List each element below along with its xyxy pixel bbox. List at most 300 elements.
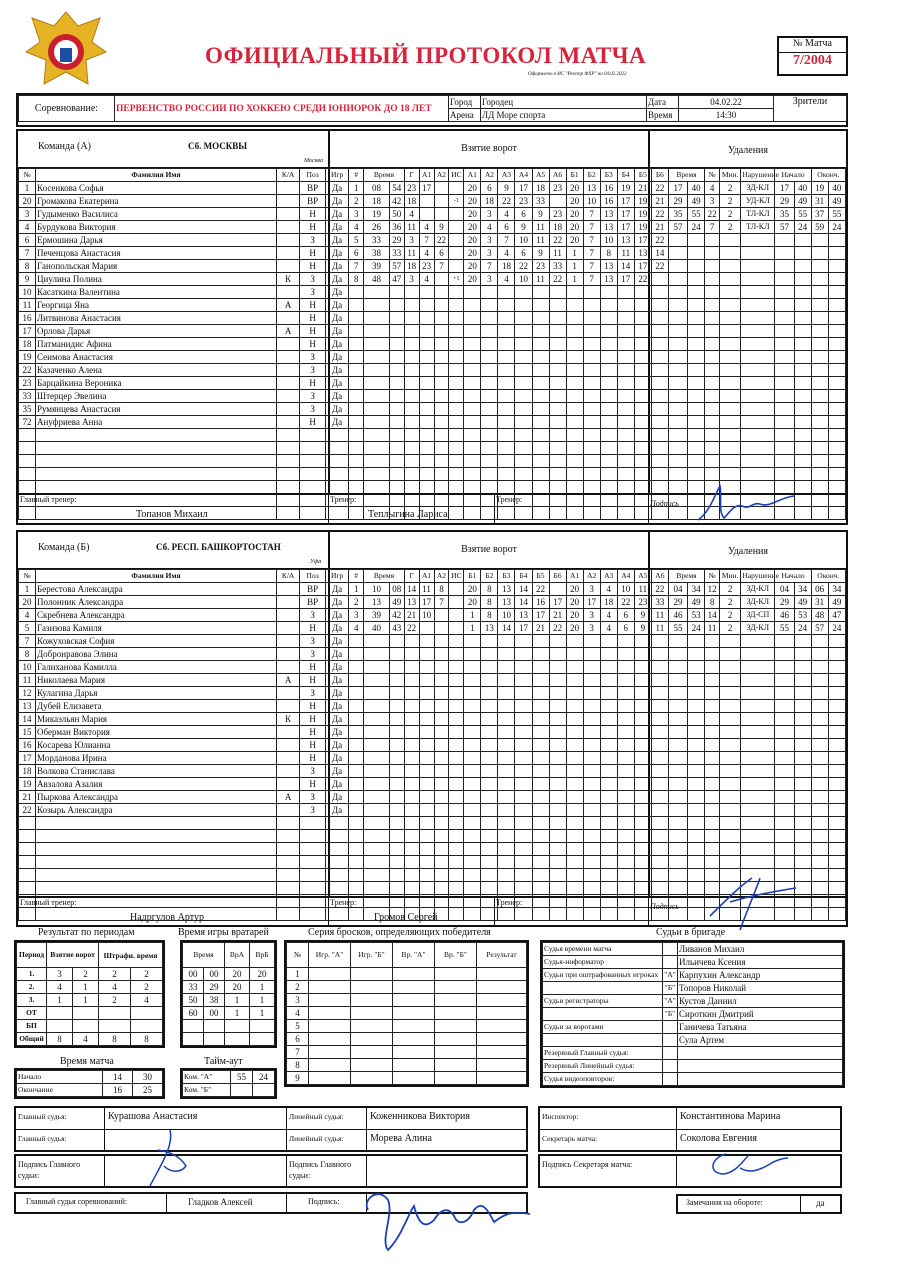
player-no: 10 — [19, 286, 36, 299]
secretary-label: Секретарь матча: — [542, 1134, 598, 1143]
col-goal-8: Б3 — [498, 570, 515, 583]
player-no: 4 — [19, 609, 36, 622]
penalty-cell: 8 — [705, 596, 720, 609]
player-ka — [276, 739, 299, 752]
penalty-cell: 06 — [811, 583, 828, 596]
player-no: 4 — [19, 221, 36, 234]
inspector-label: Инспектор: — [542, 1112, 579, 1121]
penalty-cell: 29 — [668, 596, 687, 609]
goal-cell — [434, 182, 449, 195]
player-pos: З — [300, 390, 326, 403]
official-tag: "А" — [663, 995, 678, 1008]
goal-cell: 13 — [617, 234, 634, 247]
player-played: Да — [325, 377, 348, 390]
gk-cell: 1 — [225, 1007, 250, 1020]
official-row — [543, 1021, 843, 1034]
penalty-cell: 40 — [688, 182, 705, 195]
goal-cell: 9 — [532, 208, 549, 221]
col-pen-1: № — [705, 570, 720, 583]
penalty-cell: 2 — [720, 208, 741, 221]
official-row — [543, 956, 843, 969]
penalty-cell: 40 — [828, 182, 845, 195]
goal-cell: 39 — [364, 609, 390, 622]
penalty-cell: ЗД-КЛ — [741, 182, 775, 195]
goal-cell: 18 — [481, 195, 498, 208]
goal-cell: 20 — [464, 234, 481, 247]
player-no: 33 — [19, 390, 36, 403]
official-role — [543, 1034, 663, 1047]
goal-cell — [434, 609, 449, 622]
player-name: Морданова Ирина — [36, 752, 277, 765]
goal-cell: 20 — [566, 609, 583, 622]
shootout-col-pb: Игр. "Б" — [351, 943, 393, 968]
chief-ref-label: Главный судья соревнований: — [26, 1197, 128, 1206]
goal-cell: 10 — [515, 234, 532, 247]
shootout-no: 1 — [287, 968, 309, 981]
penalty-cell: 24 — [828, 221, 845, 234]
player-name: Косенкова Софья — [36, 182, 277, 195]
player-pos: Н — [300, 778, 326, 791]
goal-cell: 16 — [600, 182, 617, 195]
player-played: Да — [325, 286, 348, 299]
player-pos: Н — [300, 661, 326, 674]
player-ka — [276, 635, 299, 648]
goal-cell: 3 — [583, 583, 600, 596]
player-played: Да — [325, 351, 348, 364]
page-title: ОФИЦИАЛЬНЫЙ ПРОТОКОЛ МАТЧА — [205, 43, 647, 68]
timeout-a-s: 24 — [253, 1071, 275, 1084]
player-name: Циулина Полина — [36, 273, 277, 286]
shootout-row — [287, 1046, 527, 1059]
col-played: Игр — [325, 570, 348, 583]
inspector-name: Константинова Марина — [680, 1111, 781, 1122]
col-pen-0: Время — [668, 169, 704, 182]
match-end-h: 16 — [103, 1084, 133, 1097]
goal-cell: 23 — [404, 182, 419, 195]
player-no: 16 — [19, 739, 36, 752]
player-no: 8 — [19, 260, 36, 273]
shootout-col-no: № — [287, 943, 309, 968]
gk-cell: 1 — [225, 994, 250, 1007]
timeout-title: Тайм-аут — [204, 1056, 243, 1067]
results-cell: 4 — [131, 994, 163, 1007]
secretary-signature — [700, 1144, 790, 1184]
player-ka — [276, 752, 299, 765]
player-name: Сеимова Анастасия — [36, 351, 277, 364]
player-pos: Н — [300, 739, 326, 752]
goal-cell — [549, 583, 566, 596]
goal-cell: 6 — [515, 208, 532, 221]
official-name: Топоров Николай — [678, 982, 843, 995]
goal-cell: 17 — [419, 596, 434, 609]
gk-row — [183, 994, 275, 1007]
goal-cell: 2 — [349, 195, 364, 208]
official-row — [543, 995, 843, 1008]
goal-cell: 18 — [600, 596, 617, 609]
player-name: Казаченко Алена — [36, 364, 277, 377]
goal-cell: 22 — [532, 583, 549, 596]
goal-cell: 1 — [464, 609, 481, 622]
goal-cell: 08 — [389, 583, 404, 596]
results-cell: 2 — [131, 981, 163, 994]
penalty-cell: 46 — [668, 609, 687, 622]
goal-cell: 13 — [600, 208, 617, 221]
official-role: Судьи регистраторы — [543, 995, 663, 1008]
goal-cell: 22 — [651, 182, 668, 195]
goal-cell: 1 — [566, 260, 583, 273]
player-played: Да — [325, 765, 348, 778]
goal-cell: 26 — [364, 221, 390, 234]
penalty-cell: 24 — [688, 221, 705, 234]
gk-cell: 29 — [204, 981, 225, 994]
player-ka — [276, 208, 299, 221]
goal-cell: 33 — [651, 596, 668, 609]
player-no: 10 — [19, 661, 36, 674]
goal-cell: 11 — [549, 247, 566, 260]
penalty-cell: ЗД-КЛ — [741, 583, 775, 596]
goal-cell: 42 — [389, 195, 404, 208]
player-played: Да — [325, 752, 348, 765]
penalty-cell: 48 — [811, 609, 828, 622]
goal-cell: 20 — [464, 182, 481, 195]
player-ka — [276, 609, 299, 622]
goal-cell: 11 — [651, 622, 668, 635]
penalty-cell: ТЛ-КЛ — [741, 221, 775, 234]
player-played: Да — [325, 713, 348, 726]
table-row — [19, 416, 846, 429]
goal-cell — [449, 622, 464, 635]
official-name: Карпухин Александр — [678, 969, 843, 982]
player-pos: Н — [300, 312, 326, 325]
goal-cell: 33 — [549, 260, 566, 273]
date-label: Дата — [647, 96, 679, 109]
player-played: Да — [325, 247, 348, 260]
main-ref1-name: Курашова Анастасия — [108, 1111, 198, 1122]
goal-cell: 4 — [600, 609, 617, 622]
player-pos: З — [300, 804, 326, 817]
goal-cell: 22 — [617, 596, 634, 609]
player-pos: Н — [300, 726, 326, 739]
table-row — [19, 661, 846, 674]
player-no: 15 — [19, 726, 36, 739]
goal-cell: 22 — [549, 273, 566, 286]
penalty-cell: 46 — [775, 609, 794, 622]
player-no: 23 — [19, 377, 36, 390]
results-table-box — [14, 940, 165, 1048]
player-played: Да — [325, 778, 348, 791]
gk-cell: 00 — [204, 1007, 225, 1020]
goal-cell: 14 — [617, 260, 634, 273]
goal-cell: 13 — [600, 260, 617, 273]
col-goal-16: А5 — [634, 570, 651, 583]
results-row — [17, 1020, 163, 1033]
penalty-cell: 35 — [775, 208, 794, 221]
goal-cell: 17 — [532, 609, 549, 622]
player-pos: Н — [300, 299, 326, 312]
penalty-cell: 37 — [811, 208, 828, 221]
table-row — [19, 687, 846, 700]
player-played: Да — [325, 687, 348, 700]
team-a-section — [16, 129, 848, 525]
official-name — [678, 1047, 843, 1060]
table-row — [19, 765, 846, 778]
goal-cell: 4 — [349, 221, 364, 234]
penalty-cell: 11 — [705, 622, 720, 635]
penalty-cell: 49 — [794, 596, 811, 609]
official-role: Резервный Главный судья: — [543, 1047, 663, 1060]
official-role — [543, 982, 663, 995]
player-pos: ВР — [300, 182, 326, 195]
goal-cell: 14 — [404, 583, 419, 596]
goal-cell: 4 — [404, 208, 419, 221]
chief-ref-name: Гладков Алексей — [188, 1197, 253, 1207]
col-goal-3: А1 — [419, 570, 434, 583]
goal-cell: 22 — [549, 622, 566, 635]
penalty-cell: 34 — [688, 583, 705, 596]
col-goal-2: Г — [404, 570, 419, 583]
official-row — [543, 1060, 843, 1073]
goal-cell: 5 — [349, 234, 364, 247]
goal-cell: 4 — [419, 221, 434, 234]
player-name: Барцайкина Вероника — [36, 377, 277, 390]
player-pos: З — [300, 765, 326, 778]
goal-cell: 36 — [389, 221, 404, 234]
match-end-label: Окончание — [17, 1084, 103, 1097]
goal-cell: 13 — [498, 596, 515, 609]
goal-cell: 11 — [532, 273, 549, 286]
goal-cell: 33 — [389, 247, 404, 260]
goal-cell: 7 — [481, 260, 498, 273]
results-cell: 2 — [99, 994, 131, 1007]
gk-cell: 1 — [250, 994, 275, 1007]
official-tag — [663, 1060, 678, 1073]
match-number: 7/2004 — [793, 53, 832, 68]
city-label: Город — [449, 96, 481, 109]
player-no: 18 — [19, 338, 36, 351]
shootout-row — [287, 1007, 527, 1020]
goal-cell — [419, 622, 434, 635]
goal-cell: 10 — [515, 273, 532, 286]
official-role — [543, 1008, 663, 1021]
penalty-cell: ЗД-КЛ — [741, 622, 775, 635]
timeout-box — [180, 1068, 277, 1099]
results-cell: БП — [17, 1020, 47, 1033]
penalty-cell: 29 — [775, 596, 794, 609]
player-name: Козырь Александра — [36, 804, 277, 817]
col-goal-7: А2 — [481, 169, 498, 182]
player-ka — [276, 338, 299, 351]
goal-cell: 9 — [434, 221, 449, 234]
col-name: Фамилия Имя — [36, 570, 277, 583]
gk-cell: 38 — [204, 994, 225, 1007]
team-a-head-coach: Топанов Михаил — [136, 509, 208, 520]
table-row — [19, 221, 846, 234]
col-ka: К/А — [276, 169, 299, 182]
goal-cell: 33 — [532, 195, 549, 208]
results-cell — [73, 1020, 99, 1033]
date-value: 04.02.22 — [679, 96, 774, 109]
table-row — [19, 817, 846, 830]
shootout-row — [287, 994, 527, 1007]
goal-cell: 13 — [634, 247, 651, 260]
goal-cell: -1 — [449, 195, 464, 208]
goal-cell: 19 — [617, 182, 634, 195]
line-ref2-name: Морева Алина — [370, 1133, 432, 1144]
player-played: Да — [325, 273, 348, 286]
time-label: Время — [647, 109, 679, 122]
official-row — [543, 982, 843, 995]
arena-value: ЛД Море спорта — [481, 109, 647, 122]
shootout-row — [287, 1072, 527, 1085]
penalty-cell: 29 — [775, 195, 794, 208]
official-row — [543, 1034, 843, 1047]
goal-cell: 20 — [566, 234, 583, 247]
gk-cell: 1 — [250, 1007, 275, 1020]
player-name: Галиханова Камилла — [36, 661, 277, 674]
player-ka — [276, 260, 299, 273]
col-goal-10: Б5 — [532, 570, 549, 583]
player-played: Да — [325, 804, 348, 817]
player-ka — [276, 195, 299, 208]
goal-cell: 4 — [419, 247, 434, 260]
player-pos: Н — [300, 247, 326, 260]
player-name: Патманидис Афина — [36, 338, 277, 351]
col-pen-1: № — [705, 169, 720, 182]
goal-cell: 50 — [389, 208, 404, 221]
results-cell: 1 — [73, 994, 99, 1007]
player-played: Да — [325, 208, 348, 221]
player-no: 1 — [19, 182, 36, 195]
player-ka — [276, 364, 299, 377]
penalty-cell: 2 — [720, 596, 741, 609]
penalty-cell: ЗД-СП — [741, 609, 775, 622]
penalty-cell: 4 — [705, 182, 720, 195]
gk-col-b: ВрБ — [250, 943, 275, 968]
col-goal-14: А3 — [600, 570, 617, 583]
penalty-cell: 55 — [794, 208, 811, 221]
player-name: Кожуховская София — [36, 635, 277, 648]
player-no: 14 — [19, 713, 36, 726]
player-played: Да — [325, 791, 348, 804]
table-row — [19, 377, 846, 390]
goal-cell — [449, 260, 464, 273]
official-tag — [663, 1034, 678, 1047]
table-row — [19, 804, 846, 817]
goal-cell: 7 — [419, 234, 434, 247]
player-ka — [276, 648, 299, 661]
goal-cell: 20 — [566, 208, 583, 221]
player-no: 7 — [19, 635, 36, 648]
gk-cell: 20 — [250, 968, 275, 981]
timeout-a-label: Ком. "А" — [183, 1071, 231, 1084]
player-ka: А — [276, 325, 299, 338]
goal-cell: 10 — [600, 234, 617, 247]
goal-cell: 40 — [364, 622, 390, 635]
player-no: 6 — [19, 234, 36, 247]
goal-cell: 23 — [549, 182, 566, 195]
col-goal-17: А6 — [651, 570, 668, 583]
player-played: Да — [325, 182, 348, 195]
goal-cell: 11 — [532, 234, 549, 247]
col-pen-3: Нарушение — [741, 570, 775, 583]
player-played: Да — [325, 700, 348, 713]
penalty-cell: 3 — [705, 195, 720, 208]
player-pos: Н — [300, 325, 326, 338]
goal-cell: 14 — [498, 622, 515, 635]
goal-cell: 1 — [349, 182, 364, 195]
col-goal-13: Б2 — [583, 169, 600, 182]
goal-cell: 10 — [419, 609, 434, 622]
goal-cell: 8 — [349, 273, 364, 286]
goal-cell — [449, 234, 464, 247]
competition-name: ПЕРВЕНСТВО РОССИИ ПО ХОККЕЮ СРЕДИ ЮНИОРОК ДО 18 ЛЕТ — [115, 96, 449, 122]
shootout-no: 9 — [287, 1072, 309, 1085]
goal-cell: 20 — [464, 273, 481, 286]
goal-cell: 4 — [600, 583, 617, 596]
team-a-head-coach-label: Главный тренер: — [20, 495, 77, 504]
team-b-goals-title: Взятие ворот — [461, 544, 517, 555]
penalty-cell: 49 — [688, 195, 705, 208]
team-a-pen-title: Удаления — [727, 145, 769, 156]
team-b-coach: Громов Сергей — [374, 912, 438, 923]
player-name: Николаева Мария — [36, 674, 277, 687]
player-no: 72 — [19, 416, 36, 429]
player-ka: А — [276, 791, 299, 804]
goal-cell: 6 — [617, 609, 634, 622]
col-goal-5: ИС — [449, 169, 464, 182]
goal-cell: 21 — [532, 622, 549, 635]
goal-cell: 7 — [583, 273, 600, 286]
goal-cell: 3 — [349, 609, 364, 622]
table-row — [19, 299, 846, 312]
goal-cell: 19 — [364, 208, 390, 221]
goal-cell: 14 — [651, 247, 668, 260]
col-goal-4: А2 — [434, 169, 449, 182]
player-pos: З — [300, 234, 326, 247]
goal-cell: 16 — [600, 195, 617, 208]
col-goal-12: Б1 — [566, 169, 583, 182]
official-row — [543, 1073, 843, 1086]
goal-cell: 6 — [481, 182, 498, 195]
goal-cell: 7 — [349, 260, 364, 273]
player-name: Ганопольская Мария — [36, 260, 277, 273]
col-name: Фамилия Имя — [36, 169, 277, 182]
penalty-cell: ТЛ-КЛ — [741, 208, 775, 221]
col-goal-6: Б1 — [464, 570, 481, 583]
goal-cell: 1 — [464, 622, 481, 635]
goal-cell — [434, 195, 449, 208]
goal-cell: 7 — [583, 208, 600, 221]
goal-cell: 4 — [498, 273, 515, 286]
goal-cell: 22 — [651, 583, 668, 596]
penalty-cell: ЗД-КЛ — [741, 596, 775, 609]
col-goal-9: Б4 — [515, 570, 532, 583]
player-played: Да — [325, 195, 348, 208]
officials-table — [542, 942, 843, 1086]
player-played: Да — [325, 390, 348, 403]
player-no: 21 — [19, 791, 36, 804]
goal-cell: 17 — [617, 273, 634, 286]
goal-cell: 20 — [464, 221, 481, 234]
table-row — [19, 752, 846, 765]
table-row — [19, 778, 846, 791]
player-name: Громакова Екатерина — [36, 195, 277, 208]
goal-cell: 3 — [481, 273, 498, 286]
player-played: Да — [325, 260, 348, 273]
goal-cell: 17 — [549, 596, 566, 609]
player-pos: Н — [300, 700, 326, 713]
team-a-goals-title: Взятие ворот — [461, 143, 517, 154]
